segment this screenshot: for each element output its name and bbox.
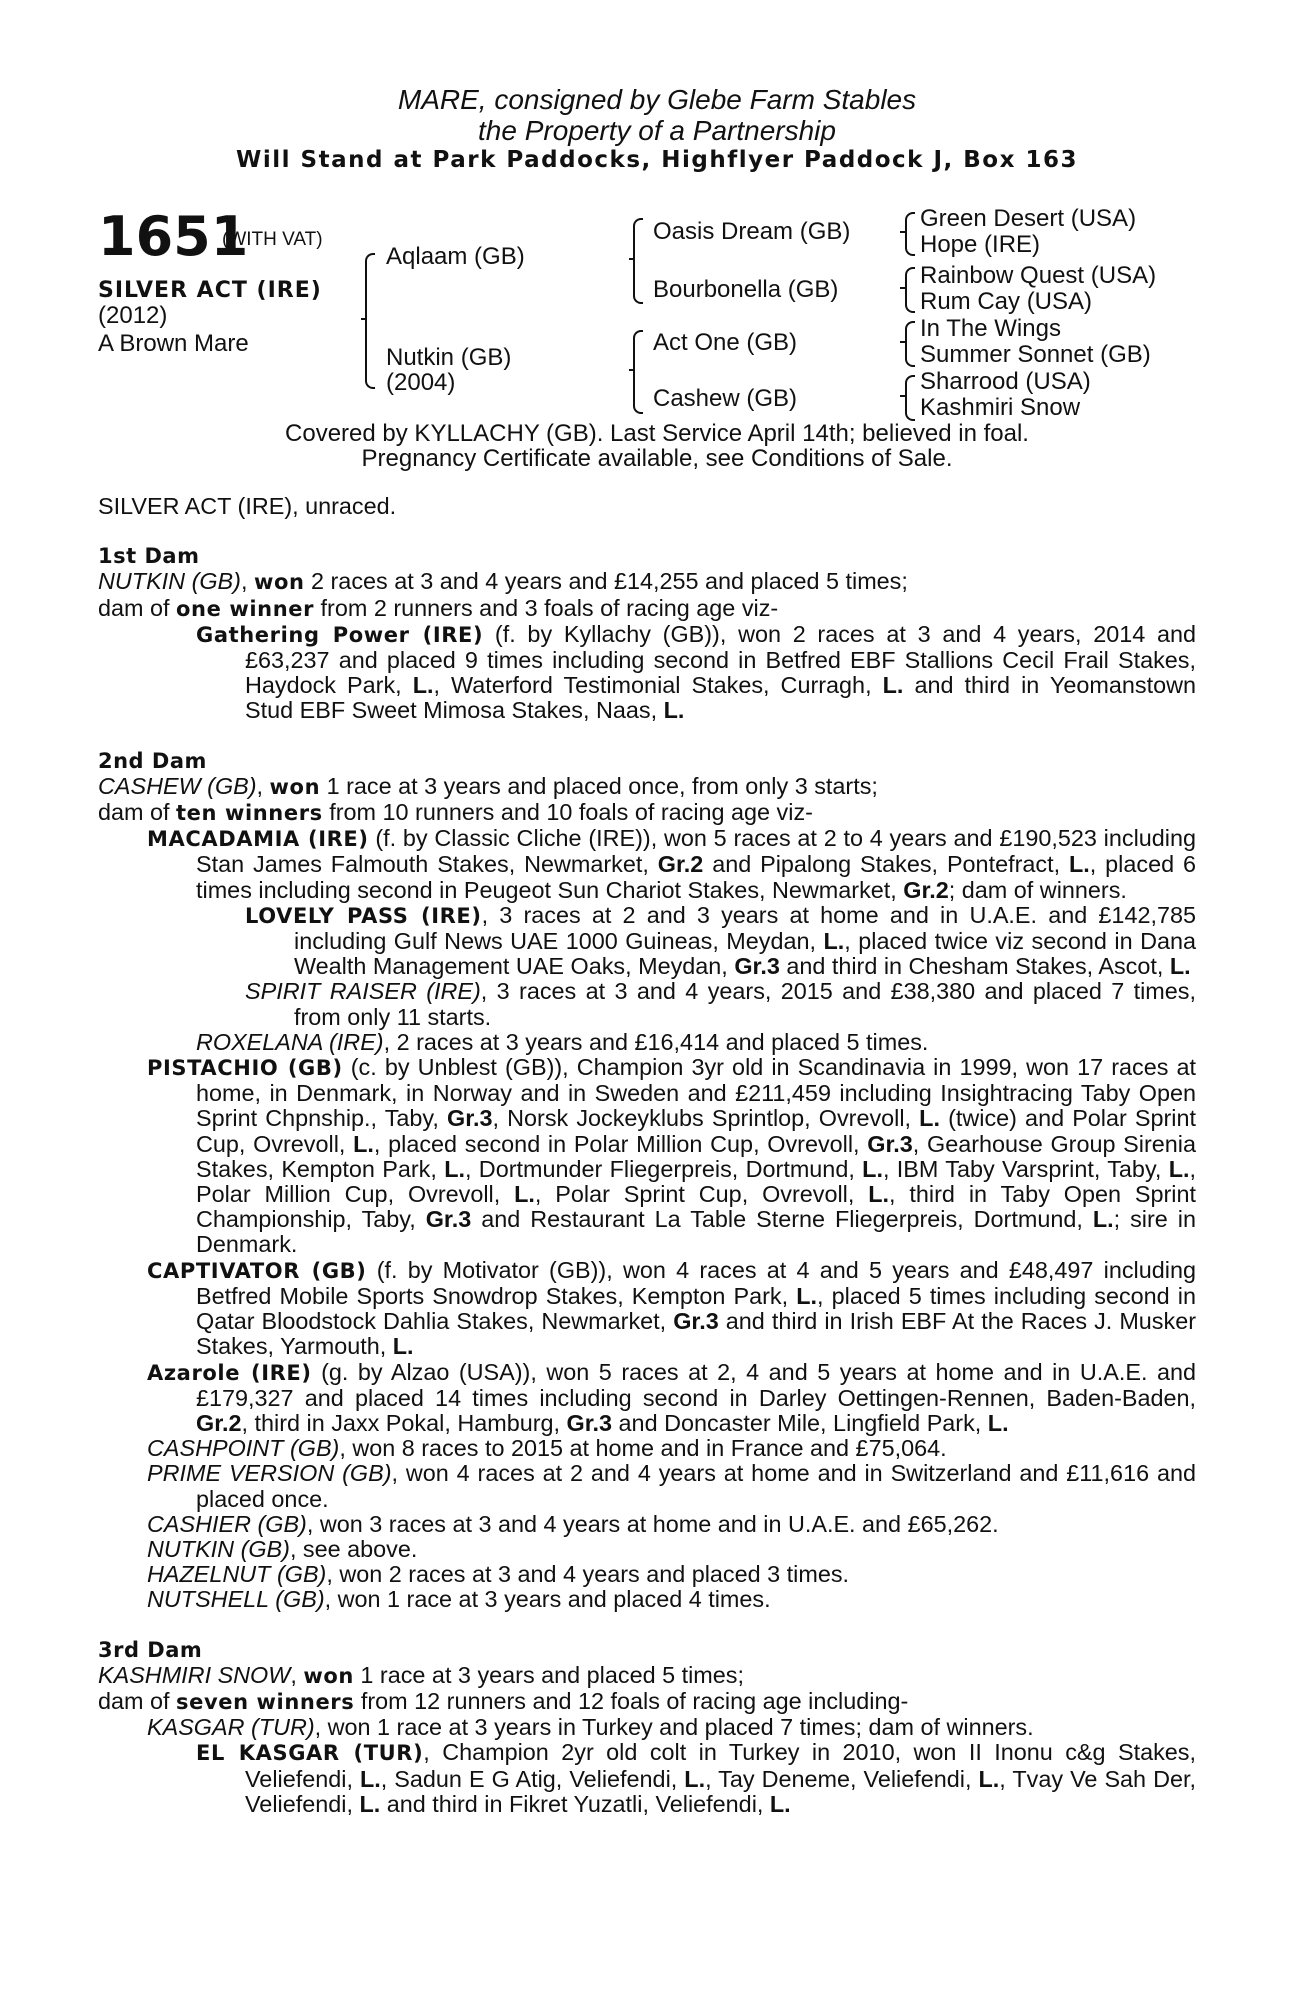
group-mark: Gr.2: [196, 1409, 242, 1436]
pedigree-brace-tick: [900, 287, 906, 289]
progeny-prime-version: [98, 1461, 1196, 1511]
progeny-azarole: [98, 1360, 1196, 1437]
catalogue-body: [98, 486, 1196, 1817]
progeny-name: EL KASGAR (TUR): [196, 1741, 424, 1766]
progeny-lovely-pass: [147, 903, 1196, 980]
listed-mark: L.: [862, 1155, 883, 1182]
progeny-spirit-raiser: [147, 979, 1196, 1029]
progeny-text: , Waterford Testimonial Stakes, Curragh,: [433, 672, 883, 699]
listed-mark: L.: [412, 672, 434, 699]
progeny-text: and third in Irish EBF At the Races J. Musker Stakes, Yarmouth,: [196, 1308, 1196, 1360]
dam1-produce-post: from 2 runners and 3 foals of racing age viz-: [314, 594, 779, 621]
group-mark: Gr.2: [903, 876, 949, 903]
progeny-text: and Pipalong Stakes, Pontefract,: [703, 851, 1069, 878]
progeny-text: , placed second in Polar Million Cup, Ovrevoll,: [373, 1130, 868, 1157]
dam1-record-text: 2 races at 3 and 4 years and £14,255 and placed 5 times;: [304, 568, 908, 595]
listed-mark: L.: [987, 1409, 1009, 1436]
progeny-name: Azarole (IRE): [147, 1360, 312, 1385]
pedigree-brace-sire: [633, 218, 643, 304]
pedigree-sire: Aqlaam (GB): [386, 243, 525, 270]
listed-mark: L.: [359, 1790, 381, 1817]
listed-mark: L.: [1169, 953, 1191, 980]
progeny-text: and third in Yeomanstown Stud EBF Sweet Mimosa Stakes, Naas,: [245, 672, 1196, 724]
progeny-name: SPIRIT RAISER (IRE): [245, 978, 481, 1005]
dam2-record-text: 1 race at 3 years and placed once, from only 3 starts;: [320, 772, 878, 799]
listed-mark: L.: [1168, 1155, 1190, 1182]
progeny-name: Gathering Power (IRE): [196, 622, 484, 647]
dam2-produce-post: from 10 runners and 10 foals of racing age viz-: [322, 799, 813, 826]
listed-mark: L.: [444, 1155, 465, 1182]
lot-number: 1651: [98, 205, 249, 268]
listed-mark: L.: [514, 1181, 535, 1208]
group-mark: Gr.3: [867, 1130, 913, 1157]
progeny-text: , Tay Deneme, Veliefendi,: [705, 1765, 979, 1792]
dam3-winners-count: seven winners: [176, 1689, 355, 1714]
dam1-won: won: [253, 570, 305, 595]
progeny-text: (g. by Alzao (USA)), won 5 races at 2, 4 and 5 years at home and in U.A.E. and £179,327 and placed 14 times including second in Darley Oettingen-Rennen, Baden-Baden,: [196, 1358, 1196, 1411]
pedigree-sire-sire: Oasis Dream (GB): [653, 218, 851, 245]
listed-mark: L.: [1068, 851, 1090, 878]
progeny-kasgar: [98, 1715, 1196, 1740]
dam3-title: 3rd Dam: [98, 1637, 203, 1662]
progeny-text: , Polar Sprint Cup, Ovrevoll,: [534, 1181, 869, 1208]
progeny-captivator: [98, 1258, 1196, 1360]
pedigree-g5: In The Wings: [920, 315, 1061, 342]
progeny-cashpoint: [98, 1436, 1196, 1461]
progeny-text: , placed twice viz second in Dana Wealth Management UAE Oaks, Meydan,: [294, 928, 1196, 980]
listed-mark: L.: [359, 1765, 381, 1792]
progeny-macadamia: [98, 826, 1196, 903]
pedigree-brace-g1: [905, 212, 915, 256]
pedigree-g7: Sharrood (USA): [920, 368, 1091, 395]
dam2-won: won: [269, 774, 321, 799]
listed-mark: L.: [796, 1282, 818, 1309]
pedigree-brace-g4: [905, 375, 915, 421]
listed-mark: L.: [882, 672, 904, 699]
progeny-nutshell: [98, 1587, 1196, 1612]
progeny-nutkin: [98, 1537, 1196, 1562]
progeny-name: LOVELY PASS (IRE): [245, 903, 482, 928]
progeny-name: CASHIER (GB): [147, 1510, 307, 1537]
progeny-name: CASHPOINT (GB): [147, 1435, 340, 1462]
unraced-note: SILVER ACT (IRE), unraced.: [98, 493, 397, 519]
group-mark: Gr.3: [447, 1105, 493, 1132]
pedigree-g1: Green Desert (USA): [920, 205, 1137, 232]
listed-mark: L.: [684, 1765, 706, 1792]
covered-note: Covered by KYLLACHY (GB). Last Service April 14th; believed in foal.: [285, 420, 1029, 447]
pedigree-brace-tick: [900, 341, 906, 343]
dam2-winners-count: ten winners: [176, 801, 323, 826]
progeny-text: and Restaurant La Table Sterne Fliegerpreis, Dortmund,: [471, 1206, 1093, 1233]
progeny-pistachio: [98, 1055, 1196, 1258]
pedigree-brace-tick: [629, 258, 635, 260]
progeny-text: , won 1 race at 3 years and placed 4 times.: [324, 1586, 771, 1613]
progeny-text: , third in Jaxx Pokal, Hamburg,: [241, 1409, 567, 1436]
listed-mark: L.: [919, 1105, 940, 1132]
progeny-name: HAZELNUT (GB): [147, 1561, 327, 1588]
group-mark: Gr.2: [657, 851, 704, 878]
dam1-winners-count: one winner: [176, 596, 315, 621]
dam2-name: CASHEW (GB): [98, 772, 257, 799]
progeny-text: , IBM Taby Varsprint, Taby,: [882, 1155, 1169, 1182]
header-consignor: MARE, consigned by Glebe Farm Stables: [397, 84, 917, 115]
pedigree-dam-sire: Act One (GB): [653, 329, 798, 356]
dam2-title: 2nd Dam: [98, 748, 207, 773]
group-mark: Gr.3: [425, 1206, 472, 1233]
progeny-name: NUTSHELL (GB): [147, 1586, 325, 1613]
group-mark: Gr.3: [734, 953, 780, 980]
progeny-name: NUTKIN (GB): [147, 1535, 290, 1562]
progeny-roxelana: [98, 1030, 1196, 1055]
dam3-name: KASHMIRI SNOW: [98, 1661, 291, 1688]
pedigree-brace-tick: [900, 395, 906, 397]
progeny-text: , Sadun E G Atig, Veliefendi,: [380, 1765, 685, 1792]
dam3-produce-pre: dam of: [98, 1687, 177, 1714]
pedigree-brace-dam: [633, 330, 643, 414]
progeny-text: (c. by Unblest (GB)), Champion 3yr old in Scandinavia in 1999, won 17 races at home, in Denmark, in Norway and in Sweden and £211,459 including Insightracing Taby Open Sprint Chpnship., Taby,: [196, 1054, 1196, 1132]
progeny-text: (twice) and Polar Sprint Cup, Ovrevoll,: [196, 1105, 1197, 1157]
progeny-text: , Tvay Ve Sah Der, Veliefendi,: [245, 1765, 1196, 1817]
pedigree-g6: Summer Sonnet (GB): [920, 341, 1151, 368]
pedigree-brace-tick: [629, 369, 635, 371]
dam1-produce-pre: dam of: [98, 594, 177, 621]
dam1-produce: [98, 596, 1196, 622]
progeny-name: PRIME VERSION (GB): [147, 1460, 392, 1487]
dam3-won: won: [303, 1663, 354, 1688]
progeny-el-kasgar: [98, 1740, 1196, 1817]
progeny-text: and third in Chesham Stakes, Ascot,: [779, 953, 1170, 980]
pedigree-dam-dam: Cashew (GB): [653, 385, 798, 412]
progeny-text: , won 4 races at 2 and 4 years at home and in Switzerland and £11,616 and placed once.: [196, 1460, 1196, 1512]
progeny-text: ; dam of winners.: [948, 876, 1127, 903]
pedigree-brace-main: [365, 253, 375, 389]
progeny-name: MACADAMIA (IRE): [147, 827, 369, 852]
pedigree-g2: Hope (IRE): [920, 231, 1041, 258]
listed-mark: L.: [1092, 1206, 1114, 1233]
progeny-text: , won 3 races at 3 and 4 years at home and in U.A.E. and £65,262.: [306, 1510, 999, 1537]
progeny-name: ROXELANA (IRE): [196, 1028, 384, 1055]
group-mark: Gr.3: [673, 1308, 719, 1335]
dam1-record: NUTKIN (GB), won 2 races at 3 and 4 years and £14,255 and placed 5 times;: [98, 568, 908, 595]
listed-mark: L.: [353, 1130, 374, 1157]
progeny-text: , Norsk Jockeyklubs Sprintlop, Ovrevoll,: [492, 1105, 920, 1132]
listed-mark: L.: [769, 1790, 791, 1817]
progeny-hazelnut: [98, 1562, 1196, 1587]
listed-mark: L.: [978, 1765, 1000, 1792]
pedigree-g8: Kashmiri Snow: [920, 394, 1081, 421]
progeny-text: (f. by Motivator (GB)), won 4 races at 4 and 5 years and £48,497 including Betfred Mobile Sports Snowdrop Stakes, Kempton Park,: [196, 1256, 1196, 1309]
dam1-name: NUTKIN (GB): [98, 568, 241, 595]
progeny-text: , 2 races at 3 years and £16,414 and placed 5 times.: [383, 1028, 929, 1055]
progeny-text: , won 8 races to 2015 at home and in France and £75,064.: [339, 1435, 947, 1462]
header-property: the Property of a Partnership: [478, 115, 836, 146]
dam1-title: 1st Dam: [98, 544, 200, 569]
progeny-text: and Doncaster Mile, Lingfield Park,: [612, 1409, 988, 1436]
progeny-text: , won 2 races at 3 and 4 years and placed 3 times.: [326, 1561, 850, 1588]
listed-mark: L.: [823, 928, 845, 955]
pedigree-brace-g2: [905, 267, 915, 313]
group-mark: Gr.3: [566, 1409, 613, 1436]
progeny-text: , third in Taby Open Sprint Championship, Taby,: [196, 1181, 1196, 1233]
pedigree-g4: Rum Cay (USA): [920, 288, 1093, 315]
progeny-text: , Champion 2yr old colt in Turkey in 2010, won II Inonu c&g Stakes, Veliefendi,: [245, 1739, 1196, 1792]
progeny-text: , 3 races at 3 and 4 years, 2015 and £38,380 and placed 7 times, from only 11 starts.: [294, 978, 1196, 1030]
progeny-text: , placed 5 times including second in Qatar Bloodstock Dahlia Stakes, Newmarket,: [196, 1282, 1196, 1335]
pedigree-dam-year: (2004): [386, 369, 456, 396]
progeny-text: , Gearhouse Group Sirenia Stakes, Kempton Park,: [196, 1130, 1196, 1182]
pedigree-dam: Nutkin (GB): [386, 344, 512, 371]
dam3-produce-post: from 12 runners and 12 foals of racing age including-: [354, 1687, 909, 1714]
pedigree-brace-tick: [900, 231, 906, 233]
progeny-name: KASGAR (TUR): [147, 1714, 315, 1741]
pedigree-brace-g3: [905, 321, 915, 367]
progeny-gathering-power: [98, 622, 1196, 724]
header-location: Will Stand at Park Paddocks, Highflyer Paddock J, Box 163: [236, 147, 1078, 173]
listed-mark: L.: [868, 1181, 890, 1208]
progeny-text: ; sire in Denmark.: [196, 1206, 1196, 1258]
horse-year: (2012): [98, 302, 168, 329]
pregnancy-note: Pregnancy Certificate available, see Conditions of Sale.: [361, 445, 953, 472]
pedigree-brace-tick: [361, 318, 367, 320]
listed-mark: L.: [392, 1333, 414, 1360]
progeny-text: , Polar Million Cup, Ovrevoll,: [196, 1155, 1197, 1208]
progeny-text: and third in Fikret Yuzatli, Veliefendi,: [380, 1790, 770, 1817]
progeny-name: CAPTIVATOR (GB): [147, 1258, 367, 1283]
dam3-produce: [98, 1689, 1196, 1715]
dam2-produce-pre: dam of: [98, 799, 177, 826]
dam2-record: CASHEW (GB), won 1 race at 3 years and placed once, from only 3 starts;: [98, 772, 878, 799]
pedigree-g3: Rainbow Quest (USA): [920, 262, 1157, 289]
vat-note: (WITH VAT): [222, 229, 323, 250]
progeny-cashier: [98, 1512, 1196, 1537]
dam2-produce: [98, 800, 1196, 826]
progeny-text: , placed 6 times including second in Peugeot Sun Chariot Stakes, Newmarket,: [196, 851, 1196, 903]
listed-mark: L.: [663, 697, 685, 724]
progeny-text: (f. by Kyllachy (GB)), won 2 races at 3 and 4 years, 2014 and £63,237 and placed 9 times including second in Betfred EBF Stallions Cecil Frail Stakes, Haydock Park,: [245, 620, 1197, 699]
progeny-text: , won 1 race at 3 years in Turkey and placed 7 times; dam of winners.: [314, 1714, 1034, 1741]
progeny-text: , see above.: [289, 1535, 418, 1562]
pedigree-sire-dam: Bourbonella (GB): [653, 276, 839, 303]
horse-name: SILVER ACT (IRE): [98, 278, 322, 303]
progeny-text: , 3 races at 2 and 3 years at home and in U.A.E. and £142,785 including Gulf News UAE 1000 Guineas, Meydan,: [294, 901, 1196, 955]
progeny-name: PISTACHIO (GB): [147, 1056, 343, 1081]
progeny-text: (f. by Classic Cliche (IRE)), won 5 races at 2 to 4 years and £190,523 including Stan James Falmouth Stakes, Newmarket,: [196, 825, 1197, 878]
horse-description: A Brown Mare: [98, 330, 249, 357]
dam3-record-text: 1 race at 3 years and placed 5 times;: [353, 1661, 744, 1688]
dam3-record: KASHMIRI SNOW, won 1 race at 3 years and placed 5 times;: [98, 1661, 744, 1688]
progeny-text: , Dortmunder Fliegerpreis, Dortmund,: [464, 1155, 863, 1182]
